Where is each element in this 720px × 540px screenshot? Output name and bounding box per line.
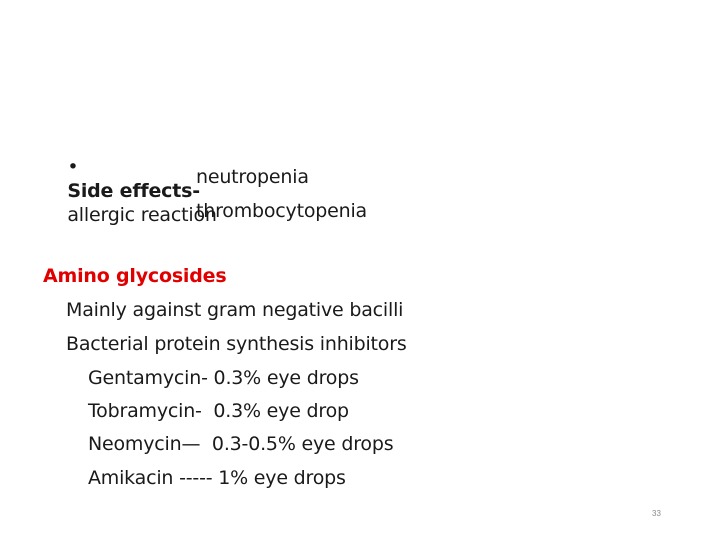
section-line: Mainly against gram negative bacilli — [66, 299, 404, 321]
drug-item: Amikacin ----- 1% eye drops — [88, 467, 346, 489]
side-effects-item: neutropenia — [196, 166, 309, 188]
bullet: • — [67, 156, 79, 178]
drug-item: Neomycin— 0.3-0.5% eye drops — [88, 433, 394, 455]
section-line: Bacterial protein synthesis inhibitors — [66, 333, 407, 355]
side-effects-item: thrombocytopenia — [196, 200, 367, 222]
section-heading: Amino glycosides — [43, 265, 227, 287]
side-effects-line — [44, 131, 217, 251]
drug-item: Gentamycin- 0.3% eye drops — [88, 367, 359, 389]
side-effects-label: Side effects- — [67, 180, 200, 202]
side-effects-item: allergic reaction — [67, 204, 217, 226]
drug-item: Tobramycin- 0.3% eye drop — [88, 400, 349, 422]
page-number: 33 — [652, 509, 661, 518]
